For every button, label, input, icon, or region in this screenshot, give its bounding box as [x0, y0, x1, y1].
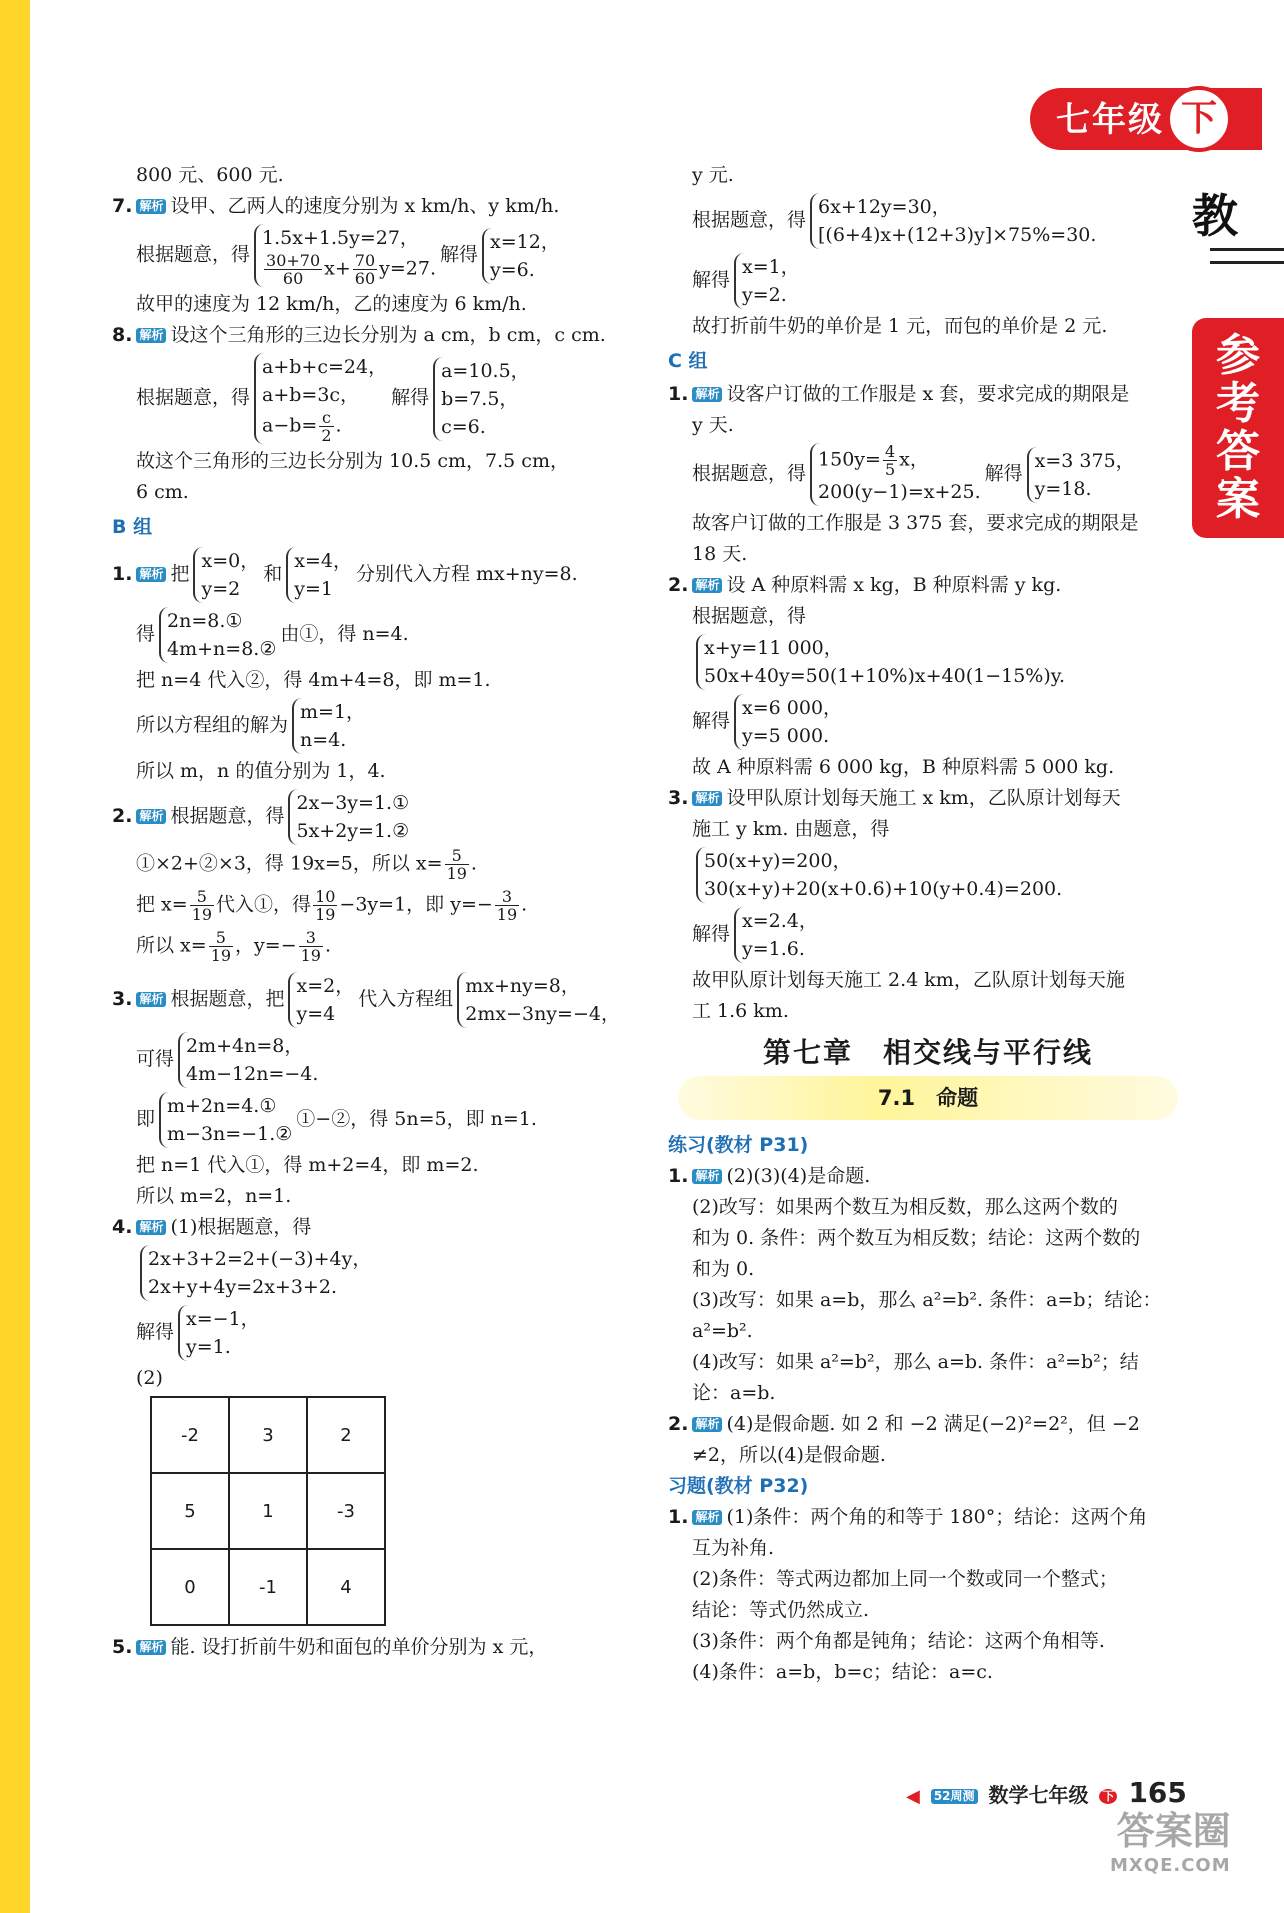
- table-cell: 1: [229, 1473, 307, 1549]
- text-line: (4)改写：如果 a²=b²，那么 a=b. 条件：a²=b²；结: [692, 1351, 1139, 1373]
- q-number: 2.: [668, 574, 689, 596]
- equation: y=1.6.: [742, 938, 805, 960]
- jiexi-badge: 解析: [136, 1220, 166, 1235]
- equation-system: [696, 634, 1065, 690]
- text: 解得: [692, 269, 731, 291]
- text-line: 所以 m，n 的值分别为 1，4.: [136, 760, 386, 782]
- text: ①−②，得 5n=5，即 n=1.: [296, 1108, 537, 1130]
- equation: a+b+c=24，: [262, 356, 388, 378]
- text-line: y 天.: [692, 414, 734, 436]
- text: 设甲队原计划每天施工 x km，乙队原计划每天: [726, 787, 1121, 809]
- watermark-url: MXQE.COM: [1110, 1855, 1231, 1876]
- text: 150y=: [818, 448, 881, 471]
- table-row: [151, 1549, 385, 1625]
- equation-block: [668, 251, 1188, 311]
- equation-system: [286, 547, 352, 603]
- equation: 2x+3+2=2+(−3)+4y，: [148, 1248, 372, 1270]
- question-8: [112, 320, 632, 351]
- equation: y=1: [294, 578, 333, 600]
- jiexi-badge: 解析: [692, 387, 722, 402]
- text-line: (3)条件：两个角都是钝角；结论：这两个角相等.: [692, 1630, 1105, 1652]
- text-line: (4)条件：a=b，b=c；结论：a=c.: [692, 1661, 993, 1683]
- denominator: 19: [315, 905, 336, 924]
- text: .: [470, 852, 477, 875]
- answer-key-label: 参考答案: [1216, 330, 1260, 525]
- text: 即: [136, 1108, 156, 1130]
- equation: y=5 000.: [742, 725, 830, 747]
- fraction: [313, 888, 337, 923]
- table-cell: 5: [151, 1473, 229, 1549]
- denominator: 5: [884, 460, 896, 479]
- text: 把 x=: [136, 893, 188, 916]
- numerator: 10: [315, 887, 336, 906]
- equation-system: [288, 789, 409, 845]
- equation: y=2.: [742, 284, 787, 306]
- text-line: (2): [136, 1367, 163, 1389]
- fraction: [319, 409, 333, 444]
- text: 可得: [136, 1048, 175, 1070]
- question-7: [112, 191, 632, 222]
- side-title-fragment: 教: [1192, 189, 1238, 243]
- text-line: 故甲的速度为 12 km/h，乙的速度为 6 km/h.: [136, 293, 527, 315]
- text-line: 故这个三角形的三边长分别为 10.5 cm，7.5 cm，: [136, 450, 569, 472]
- equation: x=1，: [742, 256, 800, 278]
- fraction: [495, 888, 519, 923]
- equation: [818, 443, 981, 478]
- text-line: 结论：等式仍然成立.: [692, 1599, 870, 1621]
- text: 得: [136, 623, 156, 645]
- solution-system: [734, 253, 800, 309]
- text-line: a²=b².: [692, 1320, 753, 1342]
- volume-badge: 下: [1166, 86, 1232, 152]
- q-number: 4.: [112, 1216, 133, 1238]
- text-line: 故客户订做的工作服是 3 375 套，要求完成的期限是: [692, 512, 1139, 534]
- equation: n=4.: [300, 729, 347, 751]
- b-question-4: [112, 1212, 632, 1243]
- equation: b=7.5，: [441, 387, 519, 410]
- equation: x+y=11 000，: [704, 637, 843, 659]
- text: 解得: [692, 923, 731, 945]
- text: .: [324, 934, 332, 957]
- page-number: 165: [1128, 1776, 1187, 1809]
- text: 解得: [391, 386, 430, 409]
- numerator: 5: [445, 847, 469, 865]
- exercise-question-2: [668, 1409, 1188, 1440]
- table-cell: 0: [151, 1549, 229, 1625]
- equation: y=1.: [186, 1336, 231, 1358]
- solution-system: [433, 357, 530, 441]
- equation-block: [112, 1030, 632, 1090]
- jiexi-badge: 解析: [692, 791, 722, 806]
- denominator: 2: [321, 426, 332, 445]
- text: (2)(3)(4)是命题.: [726, 1165, 871, 1187]
- equation-block: [112, 222, 632, 289]
- numerator: 30+70: [266, 251, 321, 270]
- equation-block: [112, 351, 632, 446]
- text-line: 施工 y km. 由题意，得: [692, 818, 890, 840]
- text: 解得: [984, 462, 1023, 485]
- magic-square-table: [150, 1396, 386, 1626]
- text: 设 A 种原料需 x kg，B 种原料需 y kg.: [726, 574, 1062, 596]
- fraction: [299, 929, 323, 964]
- jiexi-badge: 解析: [136, 1640, 166, 1655]
- q-number: 8.: [112, 324, 133, 346]
- footer-subject: 数学七年级: [988, 1783, 1089, 1807]
- jiexi-badge: 解析: [136, 199, 166, 214]
- numerator: 3: [495, 888, 519, 906]
- equation-system: [254, 353, 387, 444]
- text-line: 和为 0. 条件：两个数互为相反数；结论：这两个数的: [692, 1227, 1141, 1249]
- denominator: 19: [496, 905, 518, 924]
- equation-system: [159, 1092, 292, 1148]
- equation: x=2.4，: [742, 910, 818, 932]
- denominator: 19: [300, 946, 321, 965]
- equation-system: [140, 1245, 371, 1301]
- equation-block: [668, 191, 1188, 251]
- equation-system: [457, 972, 620, 1028]
- c-question-1: [668, 379, 1188, 410]
- text: 分别代入方程 mx+ny=8.: [355, 563, 578, 585]
- text-line: 把 n=4 代入②，得 4m+4=8，即 m=1.: [136, 669, 491, 691]
- grade-label: 七年级: [1056, 100, 1164, 140]
- text: x，: [899, 448, 929, 471]
- equation: 50(x+y)=200，: [704, 850, 852, 872]
- equation-system: [288, 972, 354, 1028]
- equation-block: [112, 1303, 632, 1363]
- table-row: [151, 1397, 385, 1473]
- text-line: 故甲队原计划每天施工 2.4 km，乙队原计划每天施: [692, 969, 1125, 991]
- text: 所以方程组的解为: [136, 714, 289, 736]
- text-line: 和为 0.: [692, 1258, 755, 1280]
- equation: x=3 375，: [1034, 449, 1135, 472]
- fraction: [353, 252, 377, 287]
- table-cell: -2: [151, 1397, 229, 1473]
- denominator: 60: [354, 269, 376, 288]
- text: 根据题意，得: [136, 243, 251, 266]
- jiexi-badge: 解析: [136, 328, 166, 343]
- equation-block: [668, 692, 1188, 752]
- solution-system: [734, 694, 842, 750]
- text-line: [112, 888, 632, 923]
- text-line: 故 A 种原料需 6 000 kg，B 种原料需 5 000 kg.: [692, 756, 1115, 778]
- numerator: 5: [190, 888, 214, 906]
- equation: x=2，: [296, 975, 355, 997]
- text: 根据题意，把: [170, 988, 285, 1010]
- left-column: [112, 160, 632, 1663]
- denominator: 19: [191, 905, 213, 924]
- equation: y=18.: [1034, 477, 1092, 500]
- equation-system: [254, 224, 436, 287]
- homework-question-1: [668, 1502, 1188, 1533]
- equation-block: [668, 845, 1188, 905]
- equation: 2mx−3ny=−4，: [465, 1003, 620, 1025]
- text-line: 6 cm.: [136, 481, 189, 503]
- equation: 4m−12n=−4.: [186, 1063, 319, 1085]
- equation: 1.5x+1.5y=27，: [262, 227, 419, 249]
- equation: 4m+n=8.②: [167, 638, 277, 660]
- text: 根据题意，得: [136, 386, 251, 409]
- jiexi-badge: 解析: [692, 1169, 722, 1184]
- text: 根据题意，得: [170, 805, 285, 827]
- answer-key-tab: [1192, 318, 1284, 538]
- q-number: 7.: [112, 195, 133, 217]
- equation: [262, 409, 387, 444]
- text: 所以 x=: [136, 934, 207, 957]
- text: 解得: [692, 710, 731, 732]
- solution-system: [734, 907, 818, 963]
- equation-block: [112, 696, 632, 756]
- text: 设客户订做的工作服是 x 套，要求完成的期限是: [726, 383, 1130, 405]
- chapter-title: 第七章 相交线与平行线: [762, 1036, 1093, 1069]
- equation: 2n=8.①: [167, 610, 243, 632]
- text-line: (3)改写：如果 a=b，那么 a²=b². 条件：a=b；结论：: [692, 1289, 1162, 1311]
- q-number: 1.: [112, 563, 133, 585]
- solution-system: [1027, 447, 1135, 503]
- text-line: (2)改写：如果两个数互为相反数，那么这两个数的: [692, 1196, 1118, 1218]
- equation: m+2n=4.①: [167, 1095, 277, 1117]
- equation: y=2: [201, 578, 241, 600]
- q-text: 设甲、乙两人的速度分别为 x km/h、y km/h.: [170, 195, 560, 217]
- numerator: 70: [354, 251, 376, 270]
- text-line: 论：a=b.: [692, 1382, 776, 1404]
- equation: 50x+40y=50(1+10%)x+40(1−15%)y.: [704, 665, 1066, 687]
- exercise-heading: 练习(教材 P31): [668, 1134, 809, 1156]
- text-line: (2)条件：等式两边都加上同一个数或同一个整式；: [692, 1568, 1118, 1590]
- equation-block: [668, 632, 1188, 692]
- numerator: 5: [209, 929, 233, 947]
- q-number: 2.: [668, 1413, 689, 1435]
- equation: 2x−3y=1.①: [296, 792, 410, 814]
- text: 代入①，得: [216, 893, 312, 916]
- equation: 5x+2y=1.②: [296, 820, 410, 842]
- text-line: [112, 929, 632, 964]
- text-line: 工 1.6 km.: [692, 1000, 789, 1022]
- text: 根据题意，得: [692, 462, 807, 485]
- equation-block: [668, 441, 1188, 508]
- equation: [262, 252, 436, 287]
- jiexi-badge: 解析: [136, 567, 166, 582]
- q-number: 3.: [668, 787, 689, 809]
- fraction: [190, 888, 214, 923]
- text: (1)条件：两个角的和等于 180°；结论：这两个角: [726, 1506, 1148, 1528]
- equation-system: [810, 193, 1096, 249]
- equation: m−3n=−1.②: [167, 1123, 293, 1145]
- text: 能. 设打折前牛奶和面包的单价分别为 x 元，: [170, 1636, 548, 1658]
- text-line: 18 天.: [692, 543, 748, 565]
- equation: x=4，: [294, 550, 352, 572]
- text-line: ≠2，所以(4)是假命题.: [692, 1444, 886, 1466]
- table-cell: 3: [229, 1397, 307, 1473]
- equation: 30(x+y)+20(x+0.6)+10(y+0.4)=200.: [704, 878, 1063, 900]
- equation-system: [696, 847, 1062, 903]
- equation-system: [159, 607, 276, 663]
- exercise-question-1: [668, 1161, 1188, 1192]
- b-question-1: [112, 545, 632, 605]
- text: −3y=1，即 y=−: [339, 893, 493, 916]
- text: 由①，得 n=4.: [280, 623, 409, 645]
- q-number: 5.: [112, 1636, 133, 1658]
- text: x+: [324, 257, 351, 280]
- text: ，y=−: [235, 934, 297, 957]
- table-cell: -1: [229, 1549, 307, 1625]
- numerator: 3: [299, 929, 323, 947]
- text-line: 所以 m=2，n=1.: [136, 1185, 292, 1207]
- equation-block: [112, 605, 632, 665]
- equation: y=4: [296, 1003, 336, 1025]
- jiexi-badge: 解析: [692, 578, 722, 593]
- watermark: [1110, 1800, 1231, 1876]
- fraction: [209, 929, 233, 964]
- jiexi-badge: 解析: [136, 992, 166, 1007]
- watermark-logo: 答案圈: [1116, 1809, 1231, 1853]
- right-column: [668, 160, 1188, 1688]
- text-line: y 元.: [692, 164, 734, 186]
- equation: x=12，: [490, 230, 560, 253]
- denominator: 19: [210, 946, 232, 965]
- section-title: 7.1 命题: [678, 1076, 1178, 1120]
- c-question-3: [668, 783, 1188, 814]
- side-rule: [1210, 248, 1284, 264]
- table-row: [151, 1473, 385, 1549]
- text: 解得: [136, 1321, 175, 1343]
- text: ①×2+②×3，得 19x=5，所以 x=: [136, 852, 443, 875]
- text-line: 根据题意，得: [692, 605, 807, 627]
- q-text: 设这个三角形的三边长分别为 a cm，b cm，c cm.: [170, 324, 606, 346]
- text-line: 故打折前牛奶的单价是 1 元，而包的单价是 2 元.: [692, 315, 1108, 337]
- q-number: 1.: [668, 1506, 689, 1528]
- jiexi-badge: 解析: [692, 1417, 722, 1432]
- denominator: 60: [282, 269, 304, 288]
- c-question-2: [668, 570, 1188, 601]
- numerator: 4: [884, 442, 896, 461]
- equation: a+b=3c，: [262, 384, 360, 406]
- text: 解得: [440, 243, 479, 266]
- text-line: [112, 847, 632, 882]
- equation: 2m+4n=8，: [186, 1035, 304, 1057]
- solution-system: [482, 228, 560, 284]
- equation-block: [668, 905, 1188, 965]
- text: (4)是假命题. 如 2 和 −2 满足(−2)²=2²，但 −2: [726, 1413, 1140, 1435]
- q-number: 1.: [668, 1165, 689, 1187]
- text: 根据题意，得: [692, 209, 807, 231]
- q-number: 3.: [112, 988, 133, 1010]
- equation: [(6+4)x+(12+3)y]×75%=30.: [818, 224, 1097, 246]
- b-question-5: [112, 1632, 632, 1663]
- denominator: 19: [446, 864, 467, 883]
- equation: y=6.: [490, 258, 535, 281]
- table-cell: -3: [307, 1473, 385, 1549]
- equation: a=10.5，: [441, 359, 530, 382]
- q-number: 1.: [668, 383, 689, 405]
- fraction: [883, 443, 897, 478]
- fraction: [445, 847, 469, 882]
- text-line: 800 元、600 元.: [136, 164, 284, 186]
- jiexi-badge: 解析: [692, 1510, 722, 1525]
- yellow-margin: [0, 0, 30, 1913]
- arrow-left-icon: ◀: [906, 1786, 920, 1807]
- equation: x=−1，: [186, 1308, 260, 1330]
- equation-system: [193, 547, 259, 603]
- equation: mx+ny=8，: [465, 975, 580, 997]
- equation-block: [112, 1090, 632, 1150]
- text-line: 把 n=1 代入①，得 m+2=4，即 m=2.: [136, 1154, 479, 1176]
- fraction: [264, 252, 322, 287]
- equation: x=6 000，: [742, 697, 843, 719]
- group-c-heading: C 组: [668, 350, 708, 372]
- group-b-heading: B 组: [112, 516, 153, 538]
- text: .: [521, 893, 528, 916]
- numerator: c: [319, 409, 333, 427]
- equation-system: [810, 443, 981, 506]
- q-number: 2.: [112, 805, 133, 827]
- b-question-3: [112, 970, 632, 1030]
- solution-system: [292, 698, 365, 754]
- text: .: [335, 414, 342, 437]
- equation: c=6.: [441, 415, 486, 438]
- footer-volume: 下: [1099, 1789, 1117, 1804]
- jiexi-badge: 解析: [136, 809, 166, 824]
- equation: 6x+12y=30，: [818, 196, 951, 218]
- text-line: 互为补角.: [692, 1537, 775, 1559]
- homework-heading: 习题(教材 P32): [668, 1475, 809, 1497]
- text: (1)根据题意，得: [170, 1216, 312, 1238]
- table-cell: 2: [307, 1397, 385, 1473]
- text: 把: [170, 563, 190, 585]
- text: a−b=: [262, 414, 318, 437]
- text: 代入方程组: [358, 988, 454, 1010]
- text: y=27.: [379, 257, 437, 280]
- b-question-2: [112, 787, 632, 847]
- equation: m=1，: [300, 701, 366, 723]
- text: 和: [263, 563, 283, 585]
- equation: 2x+y+4y=2x+3+2.: [148, 1276, 337, 1298]
- solution-system: [178, 1305, 260, 1361]
- equation-system: [178, 1032, 318, 1088]
- equation-block: [112, 1243, 632, 1303]
- table-cell: 4: [307, 1549, 385, 1625]
- equation: x=0，: [201, 550, 260, 572]
- brand-badge: 52周测: [931, 1789, 978, 1804]
- equation: 200(y−1)=x+25.: [818, 481, 981, 503]
